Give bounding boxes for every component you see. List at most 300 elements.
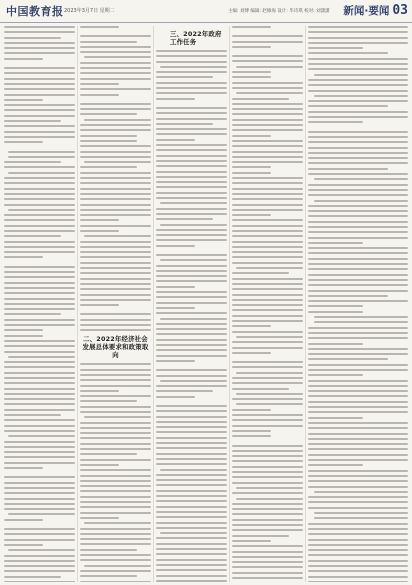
text-line	[232, 124, 303, 126]
text-line	[156, 192, 227, 194]
text-column-2	[80, 26, 151, 582]
text-line	[308, 194, 408, 196]
text-line	[4, 570, 75, 572]
text-line	[232, 140, 303, 142]
text-line	[4, 251, 75, 253]
text-line	[232, 382, 303, 384]
text-line	[80, 241, 151, 243]
text-line	[156, 149, 227, 151]
text-line	[156, 55, 227, 57]
text-line	[80, 262, 151, 264]
text-line	[232, 278, 303, 280]
text-line	[156, 76, 213, 78]
text-line	[308, 475, 408, 477]
text-line	[232, 430, 271, 432]
text-line	[4, 519, 43, 521]
text-line	[4, 403, 75, 405]
text-line	[156, 197, 227, 199]
text-line	[156, 213, 227, 215]
text-line	[80, 459, 151, 461]
text-line	[232, 450, 303, 452]
text-line	[308, 369, 408, 371]
text-line	[232, 320, 303, 322]
text-line	[84, 522, 151, 524]
text-line	[308, 554, 408, 556]
text-line	[156, 426, 227, 428]
text-line	[4, 26, 75, 28]
text-line	[232, 304, 303, 306]
text-line	[156, 328, 227, 330]
text-line	[232, 108, 303, 110]
text-line	[156, 375, 227, 377]
text-line	[156, 385, 227, 387]
text-line	[308, 496, 408, 498]
text-line	[80, 78, 151, 80]
text-line	[308, 237, 408, 239]
text-line	[232, 556, 303, 558]
text-line	[4, 451, 75, 453]
text-line	[8, 513, 75, 515]
text-line	[232, 87, 303, 89]
text-line	[308, 464, 363, 466]
text-line	[308, 284, 408, 286]
text-line	[80, 193, 151, 195]
text-line	[232, 466, 303, 468]
text-line	[308, 395, 408, 397]
text-line	[156, 463, 227, 465]
text-line	[308, 157, 408, 159]
text-line	[232, 503, 303, 505]
text-line	[4, 581, 75, 582]
text-line	[232, 361, 303, 363]
text-line	[80, 283, 151, 285]
text-line	[84, 416, 151, 418]
text-line	[308, 136, 408, 138]
text-line	[4, 52, 75, 54]
text-line	[160, 469, 227, 471]
text-line	[4, 329, 43, 331]
text-line	[4, 560, 75, 562]
text-line	[80, 538, 151, 540]
text-line	[232, 204, 303, 206]
text-line	[156, 506, 227, 508]
text-line	[80, 448, 151, 450]
text-line	[308, 173, 408, 175]
text-line	[308, 454, 408, 456]
text-line	[232, 103, 303, 105]
text-line	[80, 432, 151, 434]
text-line	[232, 55, 303, 57]
column-divider	[305, 26, 306, 582]
text-line	[156, 186, 227, 188]
text-line	[4, 467, 43, 469]
text-line	[308, 539, 408, 541]
text-line	[4, 198, 75, 200]
text-line	[232, 193, 303, 195]
text-line	[80, 256, 151, 258]
text-line	[80, 172, 151, 174]
text-line	[80, 512, 151, 514]
text-line	[156, 286, 195, 288]
text-line	[308, 390, 408, 392]
text-line	[4, 498, 75, 500]
article-heading-2: 三、2022年政府工作任务	[170, 30, 222, 46]
text-line	[232, 529, 303, 531]
text-line	[4, 456, 75, 458]
text-line	[232, 398, 303, 400]
text-line	[4, 141, 43, 143]
text-line	[4, 308, 75, 310]
text-line	[4, 219, 75, 221]
text-line	[4, 256, 43, 258]
text-line	[308, 162, 408, 164]
text-line	[4, 188, 75, 190]
text-line	[80, 496, 151, 498]
text-line	[232, 98, 289, 100]
text-line	[232, 151, 303, 153]
text-line	[4, 115, 75, 117]
text-line	[80, 278, 151, 280]
text-line	[308, 58, 408, 60]
text-line	[232, 60, 303, 62]
text-line	[232, 513, 303, 515]
text-line	[232, 177, 303, 179]
text-line	[156, 245, 195, 247]
text-line	[308, 205, 408, 207]
text-line	[156, 312, 227, 314]
text-line	[156, 218, 213, 220]
page-number: 03	[392, 3, 408, 18]
text-line	[232, 577, 303, 579]
text-line	[4, 419, 75, 421]
text-line	[156, 516, 227, 518]
text-line	[232, 419, 303, 421]
text-line	[4, 446, 75, 448]
text-line	[156, 527, 227, 529]
text-line	[308, 63, 408, 65]
text-line	[232, 352, 271, 354]
text-line	[156, 291, 227, 293]
text-line	[80, 581, 151, 583]
text-line	[232, 460, 303, 462]
text-line	[308, 300, 408, 302]
text-line	[4, 276, 75, 278]
text-line	[232, 71, 271, 73]
text-line	[80, 135, 137, 137]
text-line	[80, 129, 151, 131]
text-line	[4, 99, 43, 101]
text-line	[232, 76, 271, 78]
text-line	[156, 208, 227, 210]
text-line	[314, 321, 408, 323]
text-line	[232, 309, 303, 311]
text-line	[80, 198, 151, 200]
text-line	[314, 512, 408, 514]
text-line	[156, 421, 227, 423]
text-line	[308, 570, 408, 572]
text-line	[308, 523, 408, 525]
text-line	[308, 26, 408, 28]
text-line	[156, 522, 227, 524]
column-divider	[229, 26, 230, 582]
text-line	[84, 565, 151, 567]
text-line	[4, 544, 43, 546]
text-line	[8, 549, 75, 551]
text-line	[156, 98, 195, 100]
text-line	[308, 37, 408, 39]
text-line	[80, 182, 151, 184]
text-line	[236, 403, 303, 405]
text-line	[232, 347, 303, 349]
text-line	[156, 82, 227, 84]
text-line	[308, 560, 408, 562]
text-line	[156, 296, 227, 298]
text-line	[156, 239, 227, 241]
text-line	[308, 448, 408, 450]
text-line	[4, 31, 75, 33]
text-line	[80, 41, 137, 43]
text-line	[308, 252, 408, 254]
masthead	[0, 0, 412, 23]
text-line	[4, 235, 61, 237]
text-line	[80, 422, 151, 424]
text-line	[232, 251, 303, 253]
text-line	[314, 517, 408, 519]
text-line	[156, 474, 227, 476]
text-line	[308, 470, 408, 472]
text-line	[232, 82, 303, 84]
text-line	[308, 279, 408, 281]
text-line	[308, 533, 408, 535]
text-line	[80, 501, 151, 503]
text-line	[80, 313, 151, 315]
text-line	[232, 341, 303, 343]
text-line	[8, 435, 75, 437]
text-line	[156, 307, 195, 309]
text-line	[80, 324, 151, 326]
text-line	[156, 133, 227, 135]
text-line	[314, 95, 408, 97]
text-line	[232, 246, 303, 248]
text-line	[232, 225, 303, 227]
text-line	[80, 214, 151, 216]
text-line	[314, 178, 408, 180]
text-line	[156, 165, 227, 167]
text-line	[156, 569, 227, 571]
text-line	[80, 464, 119, 466]
text-line	[232, 46, 271, 48]
text-line	[156, 431, 227, 433]
text-line	[4, 94, 75, 96]
text-line	[80, 549, 137, 551]
section-title: 新闻·要闻	[343, 5, 390, 17]
text-line	[232, 409, 271, 411]
text-line	[308, 90, 408, 92]
text-line	[232, 166, 271, 168]
text-line	[4, 319, 75, 321]
text-line	[4, 503, 75, 505]
text-line	[232, 288, 303, 290]
text-line	[156, 349, 227, 351]
text-line	[232, 508, 303, 510]
text-line	[4, 292, 75, 294]
text-line	[4, 372, 75, 374]
text-line	[232, 35, 303, 37]
text-line	[4, 131, 75, 133]
text-line	[80, 294, 151, 296]
text-line	[4, 78, 75, 80]
text-line	[4, 324, 75, 326]
text-line	[80, 437, 151, 439]
text-line	[4, 487, 75, 489]
text-line	[308, 507, 408, 509]
text-line	[232, 26, 271, 28]
text-line	[80, 570, 151, 572]
text-line	[4, 88, 75, 90]
text-line	[80, 554, 151, 556]
text-line	[232, 272, 289, 274]
editor-credits: 主编: 刘博 编辑: 赵修海 设计: 毕诗琪 校对: 刘潇潇	[228, 9, 330, 14]
text-line	[80, 299, 151, 301]
text-line	[236, 267, 303, 269]
text-line	[314, 316, 408, 318]
text-line	[156, 442, 227, 444]
text-line	[80, 72, 151, 74]
text-line	[80, 166, 137, 168]
text-line	[308, 290, 408, 292]
text-line	[160, 224, 227, 226]
text-line	[4, 492, 75, 494]
text-line	[80, 559, 151, 561]
text-line	[80, 67, 151, 69]
text-line	[156, 553, 227, 555]
text-line	[156, 575, 227, 577]
text-line	[232, 230, 303, 232]
text-line	[4, 366, 75, 368]
text-line	[236, 393, 303, 395]
text-line	[156, 479, 227, 481]
text-line	[4, 430, 75, 432]
text-line	[308, 332, 408, 334]
text-line	[4, 414, 61, 416]
text-line	[80, 103, 151, 105]
text-line	[236, 336, 303, 338]
text-line	[80, 156, 151, 158]
text-line	[232, 572, 303, 574]
text-line	[308, 305, 363, 307]
text-line	[308, 576, 408, 578]
text-line	[156, 339, 227, 341]
text-line	[156, 50, 227, 52]
text-line	[160, 259, 227, 261]
text-line	[156, 155, 227, 157]
text-line	[232, 551, 303, 553]
text-line	[4, 528, 75, 530]
text-line	[156, 92, 227, 94]
text-line	[308, 401, 408, 403]
text-line	[308, 565, 408, 567]
text-line	[156, 302, 227, 304]
text-line	[80, 51, 151, 53]
text-line	[232, 482, 303, 484]
text-line	[308, 422, 408, 424]
text-line	[232, 455, 303, 457]
text-line	[308, 274, 408, 276]
text-line	[308, 152, 408, 154]
text-line	[156, 405, 227, 407]
text-line	[80, 480, 151, 482]
text-line	[4, 351, 75, 353]
text-line	[4, 104, 75, 106]
text-line	[160, 202, 227, 204]
text-line	[236, 498, 303, 500]
text-line	[308, 327, 408, 329]
text-line	[80, 533, 151, 535]
text-line	[4, 72, 75, 74]
text-line	[80, 385, 151, 387]
text-line	[308, 358, 388, 360]
text-line	[4, 303, 75, 305]
text-line	[232, 366, 303, 368]
text-line	[4, 42, 75, 44]
text-line	[4, 335, 43, 337]
text-line	[308, 406, 408, 408]
text-line	[308, 52, 388, 54]
text-line	[84, 235, 151, 237]
text-line	[232, 235, 303, 237]
text-line	[156, 355, 227, 357]
text-line	[308, 480, 408, 482]
text-line	[308, 84, 408, 86]
text-line	[308, 544, 408, 546]
text-line	[156, 490, 227, 492]
text-line	[232, 129, 303, 131]
text-line	[4, 266, 75, 268]
text-line	[156, 548, 227, 550]
text-line	[232, 209, 303, 211]
text-line	[308, 168, 388, 170]
text-line	[80, 329, 151, 331]
text-line	[80, 219, 119, 221]
text-line	[156, 123, 213, 125]
text-column-5	[308, 26, 408, 582]
text-line	[232, 435, 271, 437]
text-line	[308, 47, 363, 49]
text-line	[308, 226, 408, 228]
text-line	[156, 234, 227, 236]
text-line	[4, 177, 75, 179]
text-line	[156, 344, 227, 346]
text-line	[80, 209, 151, 211]
text-line	[4, 109, 75, 111]
text-line	[80, 485, 151, 487]
text-line	[314, 74, 408, 76]
text-line	[156, 128, 227, 130]
text-line	[4, 539, 75, 541]
text-line	[232, 41, 303, 43]
text-line	[4, 166, 75, 168]
text-line	[156, 323, 227, 325]
text-line	[308, 79, 408, 81]
text-line	[156, 360, 195, 362]
text-line	[308, 210, 408, 212]
text-line	[80, 46, 151, 48]
text-line	[232, 156, 303, 158]
text-line	[156, 280, 227, 282]
text-line	[232, 219, 303, 221]
article-heading-1: 二、2022年经济社会发展总体要求和政策取向	[82, 335, 149, 360]
text-line	[156, 265, 227, 267]
